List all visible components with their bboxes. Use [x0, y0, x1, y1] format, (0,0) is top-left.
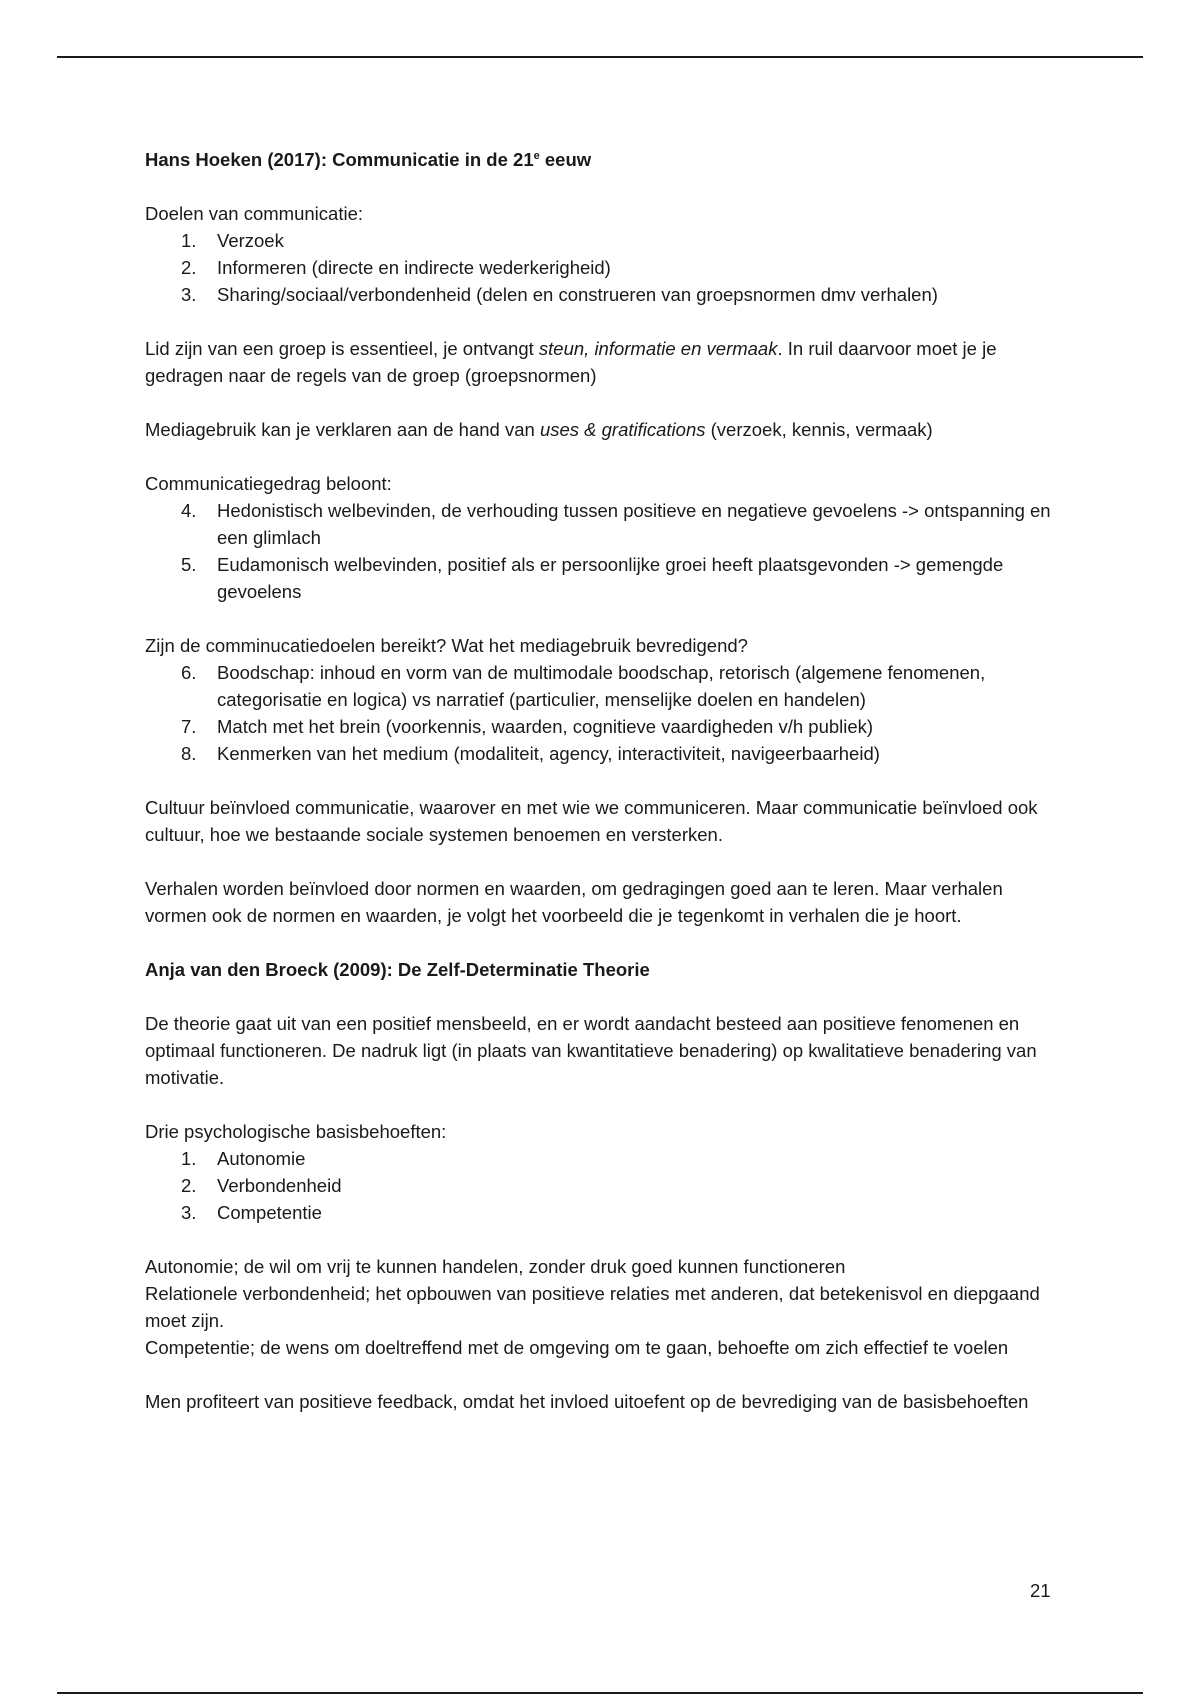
list-item: 5. Eudamonisch welbevinden, positief als er persoonlijke groei heeft plaatsgevonden -> gemengde gevoelens — [181, 554, 1004, 603]
list-item: 1. Autonomie — [181, 1148, 306, 1170]
list-item: 4. Hedonistisch welbevinden, de verhouding tussen positieve en negatieve gevoelens -> ontspanning en een glimlach — [181, 500, 1051, 549]
document-body — [145, 143, 1065, 1442]
list-item: 1. Verzoek — [181, 230, 284, 252]
media-paragraph: Mediagebruik kan je verklaren aan de hand van uses & gratifications (verzoek, kennis, vermaak) — [145, 419, 933, 441]
theory-paragraph: De theorie gaat uit van een positief mensbeeld, en er wordt aandacht besteed aan positieve fenomenen en optimaal functioneren. De nadruk ligt (in plaats van kwantitatieve benadering) op kwalitatieve benadering van motivatie. — [145, 1013, 1037, 1089]
factors-list — [145, 659, 1065, 767]
needs-list — [145, 1145, 1065, 1226]
section-heading-hoeken: Hans Hoeken (2017): Communicatie in de 21e eeuw — [145, 149, 592, 171]
goals-intro: Doelen van communicatie: — [145, 203, 363, 225]
header-rule — [57, 56, 1143, 58]
needs-intro: Drie psychologische basisbehoeften: — [145, 1121, 447, 1143]
reward-intro: Communicatiegedrag beloont: — [145, 473, 392, 495]
goals-reached-question: Zijn de comminucatiedoelen bereikt? Wat het mediagebruik bevredigend? — [145, 635, 748, 657]
list-item: 7. Match met het brein (voorkennis, waarden, cognitieve vaardigheden v/h publiek) — [181, 716, 874, 738]
group-paragraph: Lid zijn van een groep is essentieel, je ontvangt steun, informatie en vermaak. In ruil daarvoor moet je je gedragen naar de regels van de groep (groepsnormen) — [145, 338, 997, 387]
section-heading-broeck: Anja van den Broeck (2009): De Zelf-Determinatie Theorie — [145, 959, 650, 981]
definition-competence: Competentie; de wens om doeltreffend met de omgeving om te gaan, behoefte om zich effectief te voelen — [145, 1337, 1009, 1359]
feedback-paragraph: Men profiteert van positieve feedback, omdat het invloed uitoefent op de bevrediging van de basisbehoeften — [145, 1391, 1029, 1413]
stories-paragraph: Verhalen worden beïnvloed door normen en waarden, om gedragingen goed aan te leren. Maar verhalen vormen ook de normen en waarden, je volgt het voorbeeld die je tegenkomt in verhalen die je hoort. — [145, 878, 1003, 927]
rewards-list — [145, 497, 1065, 605]
list-item: 3. Competentie — [181, 1202, 322, 1224]
definition-autonomy: Autonomie; de wil om vrij te kunnen handelen, zonder druk goed kunnen functioneren — [145, 1256, 846, 1278]
goals-list — [145, 227, 1065, 308]
list-item: 3. Sharing/sociaal/verbondenheid (delen en construeren van groepsnormen dmv verhalen) — [181, 284, 938, 306]
list-item: 8. Kenmerken van het medium (modaliteit, agency, interactiviteit, navigeerbaarheid) — [181, 743, 880, 765]
superscript: e — [533, 150, 540, 162]
culture-paragraph: Cultuur beïnvloed communicatie, waarover en met wie we communiceren. Maar communicatie beïnvloed ook cultuur, hoe we bestaande sociale systemen benoemen en versterken. — [145, 797, 1038, 846]
page-number: 21 — [1030, 1580, 1051, 1601]
list-item: 2. Verbondenheid — [181, 1175, 342, 1197]
list-item: 2. Informeren (directe en indirecte wederkerigheid) — [181, 257, 611, 279]
list-item: 6. Boodschap: inhoud en vorm van de multimodale boodschap, retorisch (algemene fenomenen, categorisatie en logica) vs narratief (particulier, menselijke doelen en handelen) — [181, 662, 986, 711]
definition-relatedness: Relationele verbondenheid; het opbouwen van positieve relaties met anderen, dat betekenisvol en diepgaand moet zijn. — [145, 1283, 1040, 1332]
footer-rule — [57, 1692, 1143, 1694]
